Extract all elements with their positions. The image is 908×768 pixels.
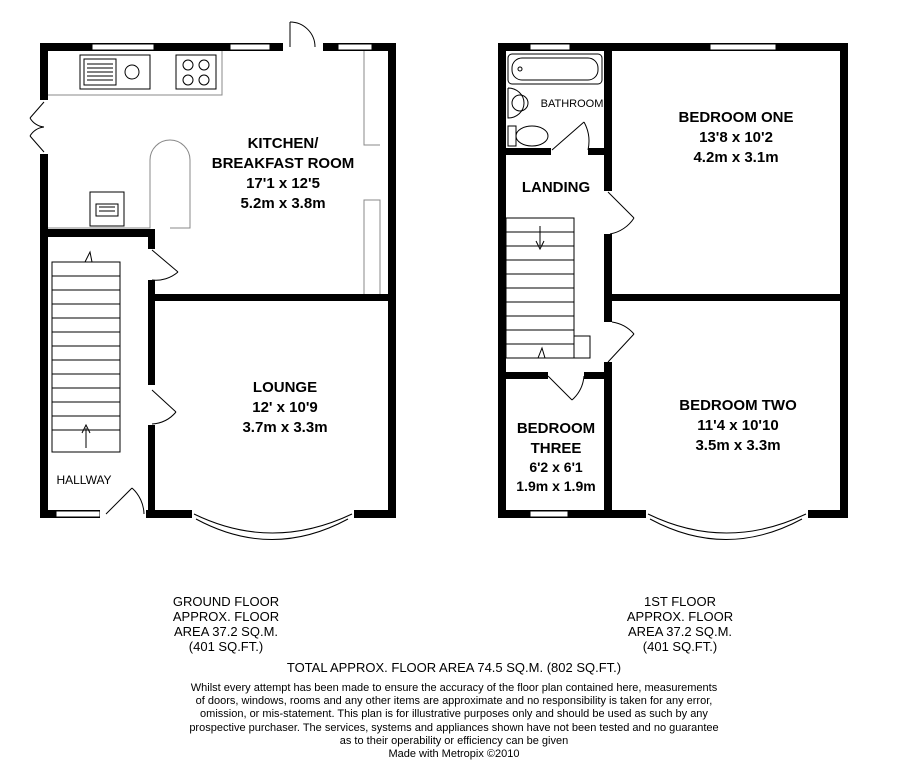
lounge-metric-size: 3.7m x 3.3m xyxy=(242,419,328,436)
ground-floor-caption-line: (401 SQ.FT.) xyxy=(188,639,264,654)
ground-floor-outer-walls xyxy=(40,43,396,518)
bedroom-two-label: BEDROOM TWO xyxy=(679,397,797,414)
bedroom-three-metric-size: 1.9m x 1.9m xyxy=(516,478,596,494)
kitchen-side-door xyxy=(30,100,50,154)
bath-icon xyxy=(508,54,602,84)
basin-icon xyxy=(508,88,528,118)
bedroom-one-metric-size: 4.2m x 3.1m xyxy=(693,149,779,166)
first-floor-caption-line: AREA 37.2 SQ.M. xyxy=(627,624,733,639)
ground-floor-windows xyxy=(56,44,372,517)
bathroom-label: BATHROOM xyxy=(540,98,604,110)
disclaimer-line: omission, or mis-statement. This plan is for illustrative purposes only and should be used as such by any xyxy=(200,708,708,721)
lounge-imperial-size: 12' x 10'9 xyxy=(252,399,318,416)
first-floor-caption-line: 1ST FLOOR xyxy=(643,594,716,609)
ground-floor-plan xyxy=(30,22,396,540)
disclaimer-line: prospective purchaser. The services, systems and appliances shown have not been tested and no guarantee xyxy=(189,721,719,734)
total-floor-area: TOTAL APPROX. FLOOR AREA 74.5 SQ.M. (802 SQ.FT.) xyxy=(286,660,622,675)
first-floor-caption xyxy=(600,594,760,654)
disclaimer-line: Whilst every attempt has been made to ensure the accuracy of the floor plan contained here, measurements xyxy=(190,682,718,694)
kitchen-imperial-size: 17'1 x 12'5 xyxy=(246,175,320,192)
ground-floor-caption-line: GROUND FLOOR xyxy=(172,594,280,609)
ground-floor-caption xyxy=(146,594,306,654)
first-floor-caption-line: (401 SQ.FT.) xyxy=(642,639,718,654)
bedroom-two-imperial-size: 11'4 x 10'10 xyxy=(697,417,779,434)
hallway-label: HALLWAY xyxy=(56,473,112,487)
toilet-icon xyxy=(508,126,548,146)
bedroom-two-door xyxy=(608,322,634,362)
disclaimer-line: as to their operability or efficiency can be given xyxy=(339,734,569,747)
hallway-stairs xyxy=(52,252,120,452)
bedroom-two-bay-window xyxy=(646,509,808,540)
landing-label: LANDING xyxy=(521,179,591,196)
bedroom-three-door xyxy=(548,376,584,400)
bedroom-three-imperial-size: 6'2 x 6'1 xyxy=(529,459,583,475)
bedroom-one-door xyxy=(608,192,634,234)
bedroom-two-metric-size: 3.5m x 3.3m xyxy=(695,437,781,454)
sink-icon xyxy=(80,55,150,89)
bedroom-three-label-line1: BEDROOM xyxy=(516,420,596,437)
ground-floor-caption-line: AREA 37.2 SQ.M. xyxy=(173,624,279,639)
first-floor-plan xyxy=(498,43,848,540)
bedroom-three-label-line2: THREE xyxy=(530,440,582,457)
lounge-label: LOUNGE xyxy=(252,379,318,396)
kitchen-counters xyxy=(48,51,380,296)
ground-floor-caption-line: APPROX. FLOOR xyxy=(172,609,280,624)
disclaimer-line: of doors, windows, rooms and any other items are approximate and no responsibility is taken for any error, xyxy=(195,695,713,708)
metropix-credit: Made with Metropix ©2010 xyxy=(388,748,520,761)
kitchen-label-line2: BREAKFAST ROOM xyxy=(211,155,355,172)
boiler-icon xyxy=(90,192,124,226)
kitchen-metric-size: 5.2m x 3.8m xyxy=(240,195,326,212)
first-floor-caption-line: APPROX. FLOOR xyxy=(626,609,734,624)
kitchen-label-line1: KITCHEN/ xyxy=(247,135,319,152)
landing-stairs xyxy=(506,218,590,358)
hob-icon xyxy=(176,55,216,89)
ground-floor-internal-doors xyxy=(152,250,178,424)
lounge-bay-window xyxy=(192,509,354,540)
disclaimer xyxy=(0,682,908,761)
bedroom-one-imperial-size: 13'8 x 10'2 xyxy=(699,129,773,146)
bathroom-door xyxy=(552,122,589,150)
kitchen-top-door xyxy=(283,22,323,52)
bedroom-one-label: BEDROOM ONE xyxy=(678,109,794,126)
front-door xyxy=(100,488,146,520)
